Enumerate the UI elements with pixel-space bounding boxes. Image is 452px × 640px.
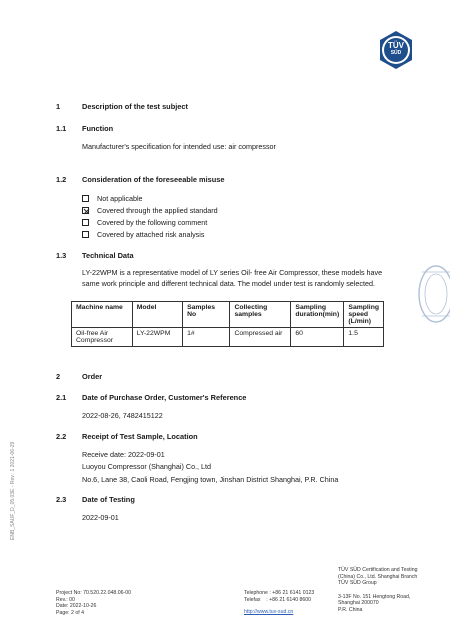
footer-middle <box>244 590 314 616</box>
section-1-number: 1 <box>56 102 61 111</box>
option-label: Not applicable <box>97 194 143 203</box>
function-text: Manufacturer's specification for intended use: air compressor <box>82 142 276 151</box>
section-2-3-title: Date of Testing <box>82 495 135 504</box>
table-cell: LY-22WPM <box>132 328 182 347</box>
checkbox-risk-analysis[interactable] <box>82 231 89 238</box>
table-header-cell: Samples No <box>183 302 230 328</box>
section-2-number: 2 <box>56 372 61 381</box>
seal-stamp <box>416 262 450 326</box>
table-row <box>72 328 384 347</box>
purchase-order-text: 2022-08-26, 7482415122 <box>82 411 163 420</box>
document-code-sidebar: ENB_SAUF_D_05.03E - Rev.: 1 2021-06-29 <box>10 441 16 540</box>
telephone: Telephone : +86 21 6141 0123 <box>244 590 315 596</box>
project-number: Project No: 70.520.22.048.06-00 <box>56 590 131 596</box>
company-name-text: Luoyou Compressor (Shanghai) Co., Ltd <box>82 462 212 471</box>
table-cell: 60 <box>291 328 344 347</box>
page-number: Page: 2 of 4 <box>56 609 84 616</box>
checkbox-covered-comment[interactable] <box>82 219 89 226</box>
address-line-3: P.R. China <box>338 606 363 613</box>
section-1-3-title: Technical Data <box>82 251 134 260</box>
logo-text-line2: SÜD <box>390 50 402 56</box>
table-header-cell: Sampling duration(min) <box>291 302 344 328</box>
section-2-3-number: 2.3 <box>56 495 67 504</box>
section-1-title: Description of the test subject <box>82 102 188 111</box>
tuv-sud-logo <box>376 30 416 70</box>
table-header-cell: Sampling speed (L/min) <box>344 302 384 328</box>
section-2-2-number: 2.2 <box>56 432 67 441</box>
section-1-1-number: 1.1 <box>56 124 67 133</box>
table-header-cell: Model <box>132 302 182 328</box>
footer-right <box>338 567 417 614</box>
seal-stamp-icon <box>416 262 450 326</box>
option-label: Covered by the following comment <box>97 218 208 227</box>
technical-data-table <box>71 301 384 347</box>
technical-text-line2: same work principle and different technical data. The model under test is randomly selected. <box>82 279 375 288</box>
section-2-1-title: Date of Purchase Order, Customer's Reference <box>82 393 247 402</box>
checkbox-covered-standard[interactable] <box>82 207 89 214</box>
company-name-2: (China) Co., Ltd. Shanghai Branch <box>338 573 418 580</box>
table-cell: 1# <box>183 328 230 347</box>
testing-date-text: 2022-09-01 <box>82 513 119 522</box>
section-2-title: Order <box>82 372 103 381</box>
company-name-1: TÜV SÜD Certification and Testing <box>338 567 418 573</box>
table-cell: Compressed air <box>230 328 291 347</box>
table-header-cell: Machine name <box>72 302 133 328</box>
document-date: Date: 2022-10-26 <box>56 603 97 610</box>
revision: Rev.: 00 <box>56 596 75 603</box>
section-2-2-title: Receipt of Test Sample, Location <box>82 432 198 441</box>
table-header-row <box>72 302 384 328</box>
checkbox-not-applicable[interactable] <box>82 195 89 202</box>
table-cell: 1.5 <box>344 328 384 347</box>
logo-text-line1: TÜV <box>388 41 404 50</box>
footer-left <box>56 590 131 616</box>
company-group: TÜV SÜD Group <box>338 580 377 587</box>
table-cell: Oil-free Air Compressor <box>72 328 133 347</box>
option-label: Covered by attached risk analysis <box>97 230 205 239</box>
address-line-2: Shanghai 200070 <box>338 600 379 607</box>
telefax: Telefax : +86 21 6140 8600 <box>244 596 312 603</box>
technical-text-line1: LY-22WPM is a representative model of LY series Oil- free Air Compressor, these models have <box>82 268 383 277</box>
section-1-1-title: Function <box>82 124 114 133</box>
section-1-2-title: Consideration of the foreseeable misuse <box>82 175 225 184</box>
section-1-2-number: 1.2 <box>56 175 67 184</box>
address-line-1: 3-13F No. 151 Hengtong Road, <box>338 593 411 600</box>
section-2-1-number: 2.1 <box>56 393 67 402</box>
option-label: Covered through the applied standard <box>97 206 218 215</box>
receive-date-text: Receive date: 2022-09-01 <box>82 450 165 459</box>
table-header-cell: Collecting samples <box>230 302 291 328</box>
section-1-3-number: 1.3 <box>56 251 67 260</box>
address-text: No.6, Lane 38, Caoli Road, Fengjing town, Jinshan District Shanghai, P.R. China <box>82 475 339 484</box>
website-link[interactable]: http://www.tuv-sud.cn <box>244 609 294 616</box>
